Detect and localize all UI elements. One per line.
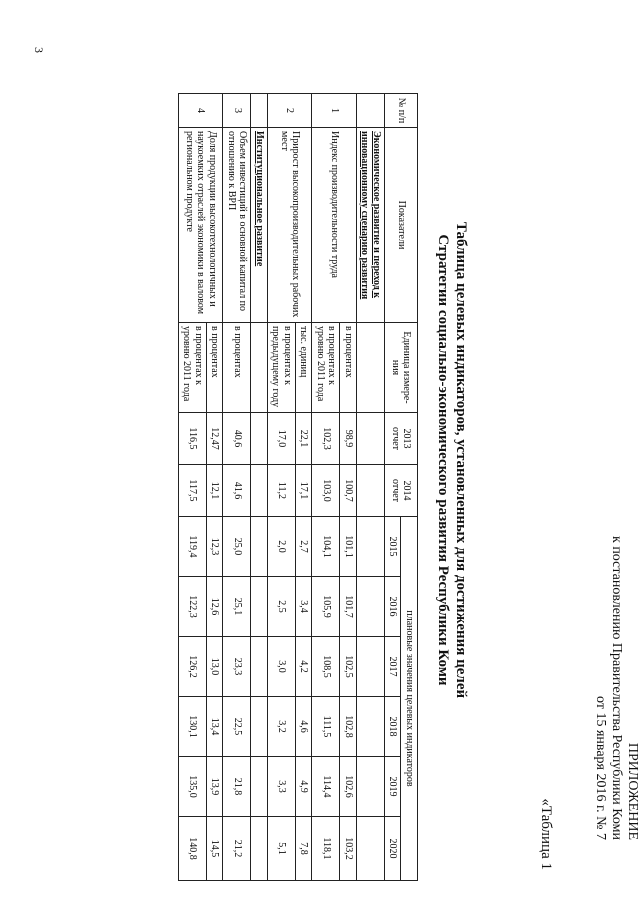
header-year: 2018 — [385, 697, 402, 757]
header-year: 2019 — [385, 757, 402, 817]
section-title: Институциональное развитие — [251, 128, 268, 323]
value-cell: 2,5 — [268, 577, 296, 637]
row-number: 3 — [223, 94, 251, 128]
value-cell: 14,5 — [207, 817, 224, 881]
value-cell: 13,4 — [207, 697, 224, 757]
unit-cell: в процентах к уровню 2011 года — [312, 323, 340, 413]
header-year: 2017 — [385, 637, 402, 697]
unit-cell: в процентах к предыдущему году — [268, 323, 296, 413]
unit-cell: в процентах к уровню 2011 года — [179, 323, 207, 413]
unit-cell: в процентах — [223, 323, 251, 413]
document-title — [434, 80, 470, 840]
value-cell: 5,1 — [268, 817, 296, 881]
title-line-1: Таблица целевых индикаторов, установленных для достижения целей — [453, 221, 469, 699]
value-cell: 25,1 — [223, 577, 251, 637]
value-cell: 108,5 — [312, 637, 340, 697]
section-row — [251, 94, 268, 881]
value-cell: 7,8 — [296, 817, 313, 881]
value-cell: 23,3 — [223, 637, 251, 697]
table-label: «Таблица 1 — [538, 798, 554, 870]
value-cell: 135,0 — [179, 757, 207, 817]
value-cell: 21,2 — [223, 817, 251, 881]
header-year: 2015 — [385, 517, 402, 577]
header-indicator: Показатели — [385, 128, 418, 323]
title-line-2: Стратегии социально-экономического развития Республики Коми — [435, 234, 451, 686]
value-cell: 122,3 — [179, 577, 207, 637]
value-cell: 2,7 — [296, 517, 313, 577]
decree-line: к постановлению Правительства Республики Коми — [609, 536, 624, 840]
table-row — [223, 94, 251, 881]
value-cell: 103,0 — [312, 465, 340, 517]
value-cell: 3,2 — [268, 697, 296, 757]
value-cell: 22,1 — [296, 413, 313, 465]
value-cell: 41,6 — [223, 465, 251, 517]
header-num: № п/п — [385, 94, 418, 128]
value-cell: 102,6 — [340, 757, 357, 817]
value-cell: 100,7 — [340, 465, 357, 517]
value-cell: 21,8 — [223, 757, 251, 817]
value-cell: 140,8 — [179, 817, 207, 881]
value-cell: 118,1 — [312, 817, 340, 881]
value-cell: 17,0 — [268, 413, 296, 465]
value-cell: 17,1 — [296, 465, 313, 517]
value-cell: 102,8 — [340, 697, 357, 757]
header-year: 2020 — [385, 817, 402, 881]
value-cell: 3,0 — [268, 637, 296, 697]
value-cell: 40,6 — [223, 413, 251, 465]
value-cell: 101,1 — [340, 517, 357, 577]
row-number: 1 — [312, 94, 357, 128]
header-2014: 2014 отчет — [385, 465, 418, 517]
value-cell: 119,4 — [179, 517, 207, 577]
appendix-header — [592, 0, 640, 840]
unit-cell: в процентах — [207, 323, 224, 413]
header-planned: плановые значения целевых индикаторов — [401, 517, 418, 881]
value-cell: 3,3 — [268, 757, 296, 817]
value-cell: 13,0 — [207, 637, 224, 697]
value-cell: 4,6 — [296, 697, 313, 757]
value-cell: 13,9 — [207, 757, 224, 817]
value-cell: 101,7 — [340, 577, 357, 637]
value-cell: 102,5 — [340, 637, 357, 697]
value-cell: 126,2 — [179, 637, 207, 697]
value-cell: 102,3 — [312, 413, 340, 465]
indicator-name: Доля продукции высокотехнологичных и наукоемких отраслей экономики в валовом региональном продукте — [179, 128, 224, 323]
value-cell: 114,4 — [312, 757, 340, 817]
value-cell: 116,5 — [179, 413, 207, 465]
value-cell: 3,4 — [296, 577, 313, 637]
value-cell: 12,6 — [207, 577, 224, 637]
indicators-table — [178, 93, 418, 881]
header-year: 2016 — [385, 577, 402, 637]
unit-cell: тыс. единиц — [296, 323, 313, 413]
header-2013: 2013 отчет — [385, 413, 418, 465]
value-cell: 130,1 — [179, 697, 207, 757]
value-cell: 111,5 — [312, 697, 340, 757]
value-cell: 105,9 — [312, 577, 340, 637]
value-cell: 104,1 — [312, 517, 340, 577]
value-cell: 12,3 — [207, 517, 224, 577]
table-row — [207, 94, 224, 881]
indicator-name: Прирост высокопроизводительных рабочих мест — [268, 128, 313, 323]
value-cell: 22,5 — [223, 697, 251, 757]
value-cell: 25,0 — [223, 517, 251, 577]
section-title: Экономическое развитие и переход к инновационному сценарию развития — [357, 128, 385, 323]
unit-cell: в процентах — [340, 323, 357, 413]
value-cell: 12,47 — [207, 413, 224, 465]
indicator-name: Объем инвестиций в основной капитал по отношению к ВРП — [223, 128, 251, 323]
appendix-title: ПРИЛОЖЕНИЕ — [625, 742, 640, 840]
value-cell: 98,9 — [340, 413, 357, 465]
page-number: 3 — [32, 47, 46, 53]
value-cell: 2,0 — [268, 517, 296, 577]
date-line: от 15 января 2016 г. № 7 — [593, 696, 608, 840]
table-row — [340, 94, 357, 881]
value-cell: 103,2 — [340, 817, 357, 881]
value-cell: 4,9 — [296, 757, 313, 817]
section-row — [357, 94, 385, 881]
value-cell: 117,5 — [179, 465, 207, 517]
value-cell: 4,2 — [296, 637, 313, 697]
value-cell: 12,1 — [207, 465, 224, 517]
row-number: 2 — [268, 94, 313, 128]
value-cell: 11,2 — [268, 465, 296, 517]
row-number: 4 — [179, 94, 224, 128]
header-unit: Единица измере-ния — [385, 323, 418, 413]
indicator-name: Индекс производительности труда — [312, 128, 357, 323]
table-row — [296, 94, 313, 881]
